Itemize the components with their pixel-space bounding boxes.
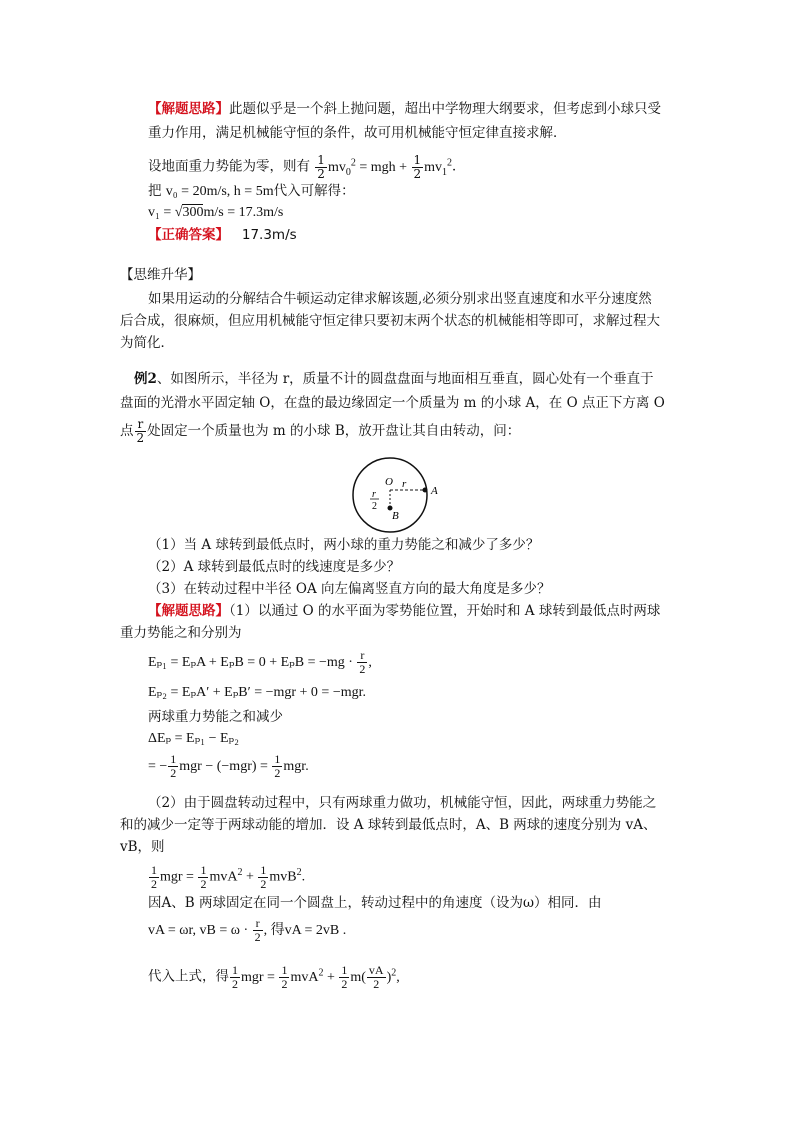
question-1: （1）当 A 球转到最低点时，两小球的重力势能之和减少了多少？ <box>148 537 540 553</box>
part2-line-1: （2）由于圆盘转动过程中，只有两球重力做功，机械能守恒，因此，两球重力势能之 <box>148 795 657 811</box>
decrease-label: 两球重力势能之和减少 <box>148 709 283 725</box>
label-a: A <box>431 485 438 497</box>
solution-line-2: 重力势能之和分别为 <box>120 625 242 641</box>
solution-tag: 【解题思路】 <box>148 603 229 619</box>
v1-result: v₁ = √300m/s = 17.3m/s <box>148 205 284 220</box>
velocity-relation: vA = ωr, vB = ω · $\frac{r}{2}$ , 得vA = 2vB . <box>148 916 347 945</box>
approach-line-2: 重力作用，满足机械能守恒的条件，故可用机械能守恒定律直接求解． <box>148 125 567 141</box>
part2-line-3: vB，则 <box>120 839 165 855</box>
fraction-half: $\frac{1}{2}$ <box>317 152 325 181</box>
solution-line-1: 【解题思路】（1）以通过 O 的水平面为零势能位置，开始时和 A 球转到最低点时两球 <box>148 603 661 619</box>
substitution-result: 代入上式，得 $\frac{1}{2}$ mgr = $\frac{1}{2}$ mvA$^2$ + $\frac{1}{2}$ m( $\frac{vA}{2}$ )$^2$, <box>148 962 400 991</box>
question-3: （3）在转动过程中半径 OA 向左偏离竖直方向的最大角度是多少？ <box>148 581 551 597</box>
section-heading: 【思维升华】 <box>120 267 201 283</box>
question-2: （2）A 球转到最低点时的线速度是多少？ <box>148 559 401 575</box>
answer-value: 17.3m/s <box>241 227 297 243</box>
approach-text-1: 此题似乎是一个斜上抛问题，超出中学物理大纲要求，但考虑到小球只受 <box>229 101 661 117</box>
ep2-equation: Eₚ₂ = EₚA′ + EₚB′ = −mgr + 0 = −mgr. <box>148 685 367 700</box>
example-line-3: 点 $\frac{r}{2}$ 处固定一个质量也为 m 的小球 B，放开盘让其自由转动，问： <box>120 417 521 445</box>
example-line-2: 盘面的光滑水平固定轴 O，在盘的最边缘固定一个质量为 m 的小球 A，在 O 点正下方离 O <box>120 395 665 411</box>
label-frac-den: 2 <box>372 501 377 512</box>
summary-line-1: 如果用运动的分解结合牛顿运动定律求解该题,必须分别求出竖直速度和水平分速度然 <box>148 291 652 307</box>
delta-result: = − $\frac{1}{2}$ mgr − (−mgr) = $\frac{1}{2}$ mgr. <box>148 752 309 781</box>
approach-tag: 【解题思路】 <box>148 101 229 117</box>
answer-line <box>148 226 297 244</box>
delta-equation: ΔEₚ = Eₚ₁ − Eₚ₂ <box>148 731 240 746</box>
equation-prefix: 设地面重力势能为零，则有 <box>148 158 310 175</box>
approach-line-1 <box>148 100 661 118</box>
ep1-equation: Eₚ₁ = EₚA + EₚB = 0 + EₚB = −mg · $\frac{r}{2}$ , <box>148 648 372 677</box>
energy-conservation-eq: $\frac{1}{2}$ mgr = $\frac{1}{2}$ mvA$^2$ + $\frac{1}{2}$ mvB$^2$. <box>151 862 306 891</box>
label-o: O <box>385 476 393 488</box>
disc-figure <box>348 450 448 540</box>
label-frac-num: r <box>372 489 376 500</box>
answer-tag: 【正确答案】 <box>148 227 229 243</box>
omega-line: 因A、B 两球固定在同一个圆盘上，转动过程中的角速度（设为ω）相同．由 <box>148 895 602 911</box>
example-line-1: 例2、如图所示，半径为 r，质量不计的圆盘盘面与地面相互垂直，圆心处有一个垂直于 <box>134 371 654 387</box>
energy-equation: 设地面重力势能为零，则有 $\frac{1}{2}$ $mv_0^2$ = mgh + $\frac{1}{2}$ $mv_1^2$． <box>148 152 466 181</box>
fraction-r-over-2: $\frac{r}{2}$ <box>136 417 145 445</box>
example-label: 例2 <box>134 371 157 387</box>
label-r: r <box>402 478 407 490</box>
label-b: B <box>392 510 399 522</box>
part2-line-2: 和的减少一定等于两球动能的增加．设 A 球转到最低点时，A、B 两球的速度分别为 vA、 <box>120 817 657 833</box>
fraction-half: $\frac{1}{2}$ <box>413 152 422 181</box>
summary-line-2: 后合成，很麻烦，但应用机械能守恒定律只要初末两个状态的机械能相等即可，求解过程大 <box>120 313 660 329</box>
summary-line-3: 为简化． <box>120 335 174 351</box>
substitution-line: 把 v₀ = 20m/s, h = 5m代入可解得： <box>148 183 355 199</box>
ball-a <box>423 488 428 493</box>
